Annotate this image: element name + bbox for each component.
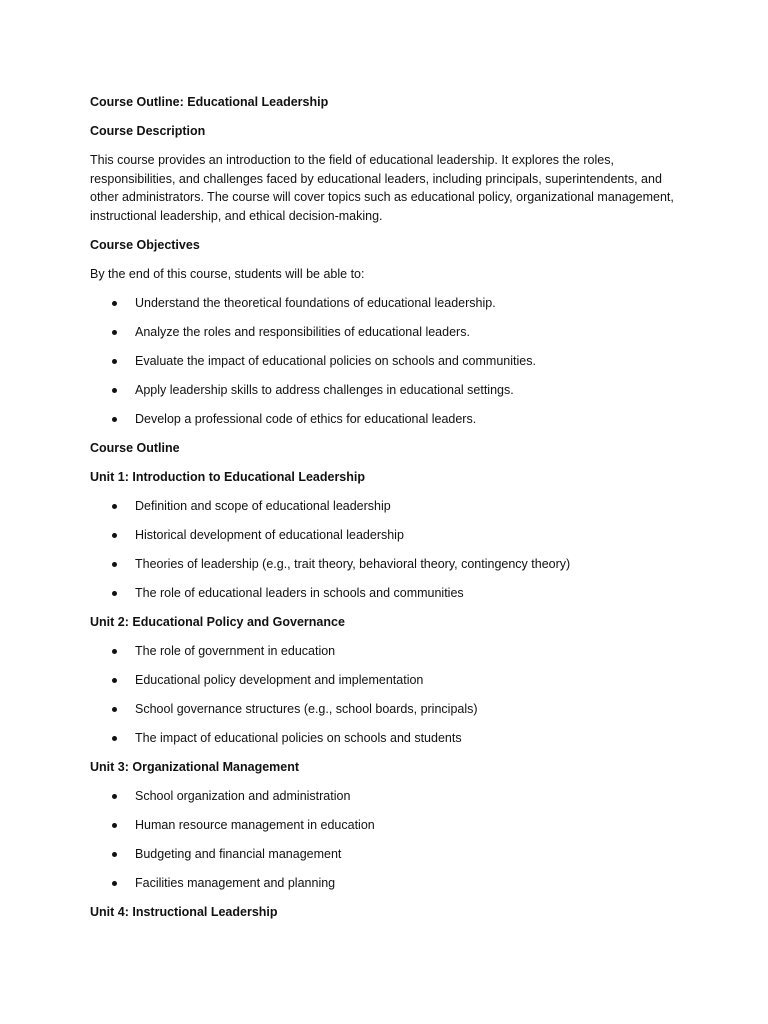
bullet-icon bbox=[112, 794, 117, 799]
unit-item-text: Human resource management in education bbox=[135, 817, 375, 832]
unit-items-list bbox=[90, 787, 690, 893]
bullet-icon bbox=[112, 301, 117, 306]
objective-item bbox=[90, 381, 690, 400]
course-description: This course provides an introduction to the field of educational leadership. It explores the roles, responsibilities, and challenges faced by educational leaders, including principals, superintendents, and other administrators. The course will cover topics such as educational policy, organizational management, instructional leadership, and ethical decision-making. bbox=[90, 153, 674, 223]
unit-item bbox=[90, 526, 690, 545]
bullet-icon bbox=[112, 533, 117, 538]
unit-item bbox=[90, 671, 690, 690]
unit-item bbox=[90, 642, 690, 661]
description-heading: Course Description bbox=[90, 124, 206, 138]
unit-item-text: Historical development of educational leadership bbox=[135, 527, 404, 542]
bullet-icon bbox=[112, 736, 117, 741]
objective-item bbox=[90, 294, 690, 313]
unit-item-text: Theories of leadership (e.g., trait theory, behavioral theory, contingency theory) bbox=[135, 556, 571, 571]
unit-item-text: The role of educational leaders in schools and communities bbox=[135, 585, 464, 600]
unit-item bbox=[90, 729, 690, 748]
unit-item-text: School organization and administration bbox=[135, 788, 351, 803]
unit-item-text: The impact of educational policies on schools and students bbox=[135, 730, 462, 745]
bullet-icon bbox=[112, 504, 117, 509]
objectives-heading: Course Objectives bbox=[90, 237, 200, 252]
unit-item-text: Educational policy development and implementation bbox=[135, 672, 424, 687]
unit-item-text: School governance structures (e.g., school boards, principals) bbox=[135, 701, 478, 716]
unit-items-list bbox=[90, 497, 690, 603]
objective-item bbox=[90, 352, 690, 371]
unit-title: Unit 2: Educational Policy and Governance bbox=[90, 614, 345, 629]
unit-item bbox=[90, 845, 690, 864]
objective-text: Develop a professional code of ethics for educational leaders. bbox=[135, 411, 477, 426]
bullet-icon bbox=[112, 359, 117, 364]
unit-title: Unit 1: Introduction to Educational Leadership bbox=[90, 469, 366, 484]
unit-items-list bbox=[90, 642, 690, 748]
unit-item bbox=[90, 787, 690, 806]
bullet-icon bbox=[112, 388, 117, 393]
bullet-icon bbox=[112, 852, 117, 857]
bullet-icon bbox=[112, 649, 117, 654]
objective-item bbox=[90, 323, 690, 342]
bullet-icon bbox=[112, 823, 117, 828]
objective-text: Apply leadership skills to address challenges in educational settings. bbox=[135, 382, 514, 397]
objective-item bbox=[90, 410, 690, 429]
document-content bbox=[90, 93, 690, 932]
document-title: Course Outline: Educational Leadership bbox=[90, 95, 329, 109]
outline-heading: Course Outline bbox=[90, 440, 180, 455]
unit-title: Unit 3: Organizational Management bbox=[90, 759, 300, 774]
bullet-icon bbox=[112, 881, 117, 886]
unit-item bbox=[90, 700, 690, 719]
objective-text: Understand the theoretical foundations of educational leadership. bbox=[135, 295, 496, 310]
objective-text: Analyze the roles and responsibilities of educational leaders. bbox=[135, 324, 470, 339]
bullet-icon bbox=[112, 417, 117, 422]
unit-item-text: The role of government in education bbox=[135, 643, 336, 658]
unit-item bbox=[90, 497, 690, 516]
bullet-icon bbox=[112, 591, 117, 596]
objectives-list bbox=[90, 294, 690, 429]
unit-item bbox=[90, 584, 690, 603]
unit-item bbox=[90, 555, 690, 574]
unit-item-text: Definition and scope of educational leadership bbox=[135, 498, 391, 513]
objective-text: Evaluate the impact of educational policies on schools and communities. bbox=[135, 353, 536, 368]
bullet-icon bbox=[112, 330, 117, 335]
unit-title: Unit 4: Instructional Leadership bbox=[90, 904, 278, 919]
unit-item bbox=[90, 874, 690, 893]
objectives-intro: By the end of this course, students will be able to: bbox=[90, 266, 365, 281]
unit-item-text: Facilities management and planning bbox=[135, 875, 336, 890]
bullet-icon bbox=[112, 707, 117, 712]
unit-item-text: Budgeting and financial management bbox=[135, 846, 342, 861]
bullet-icon bbox=[112, 562, 117, 567]
bullet-icon bbox=[112, 678, 117, 683]
unit-item bbox=[90, 816, 690, 835]
